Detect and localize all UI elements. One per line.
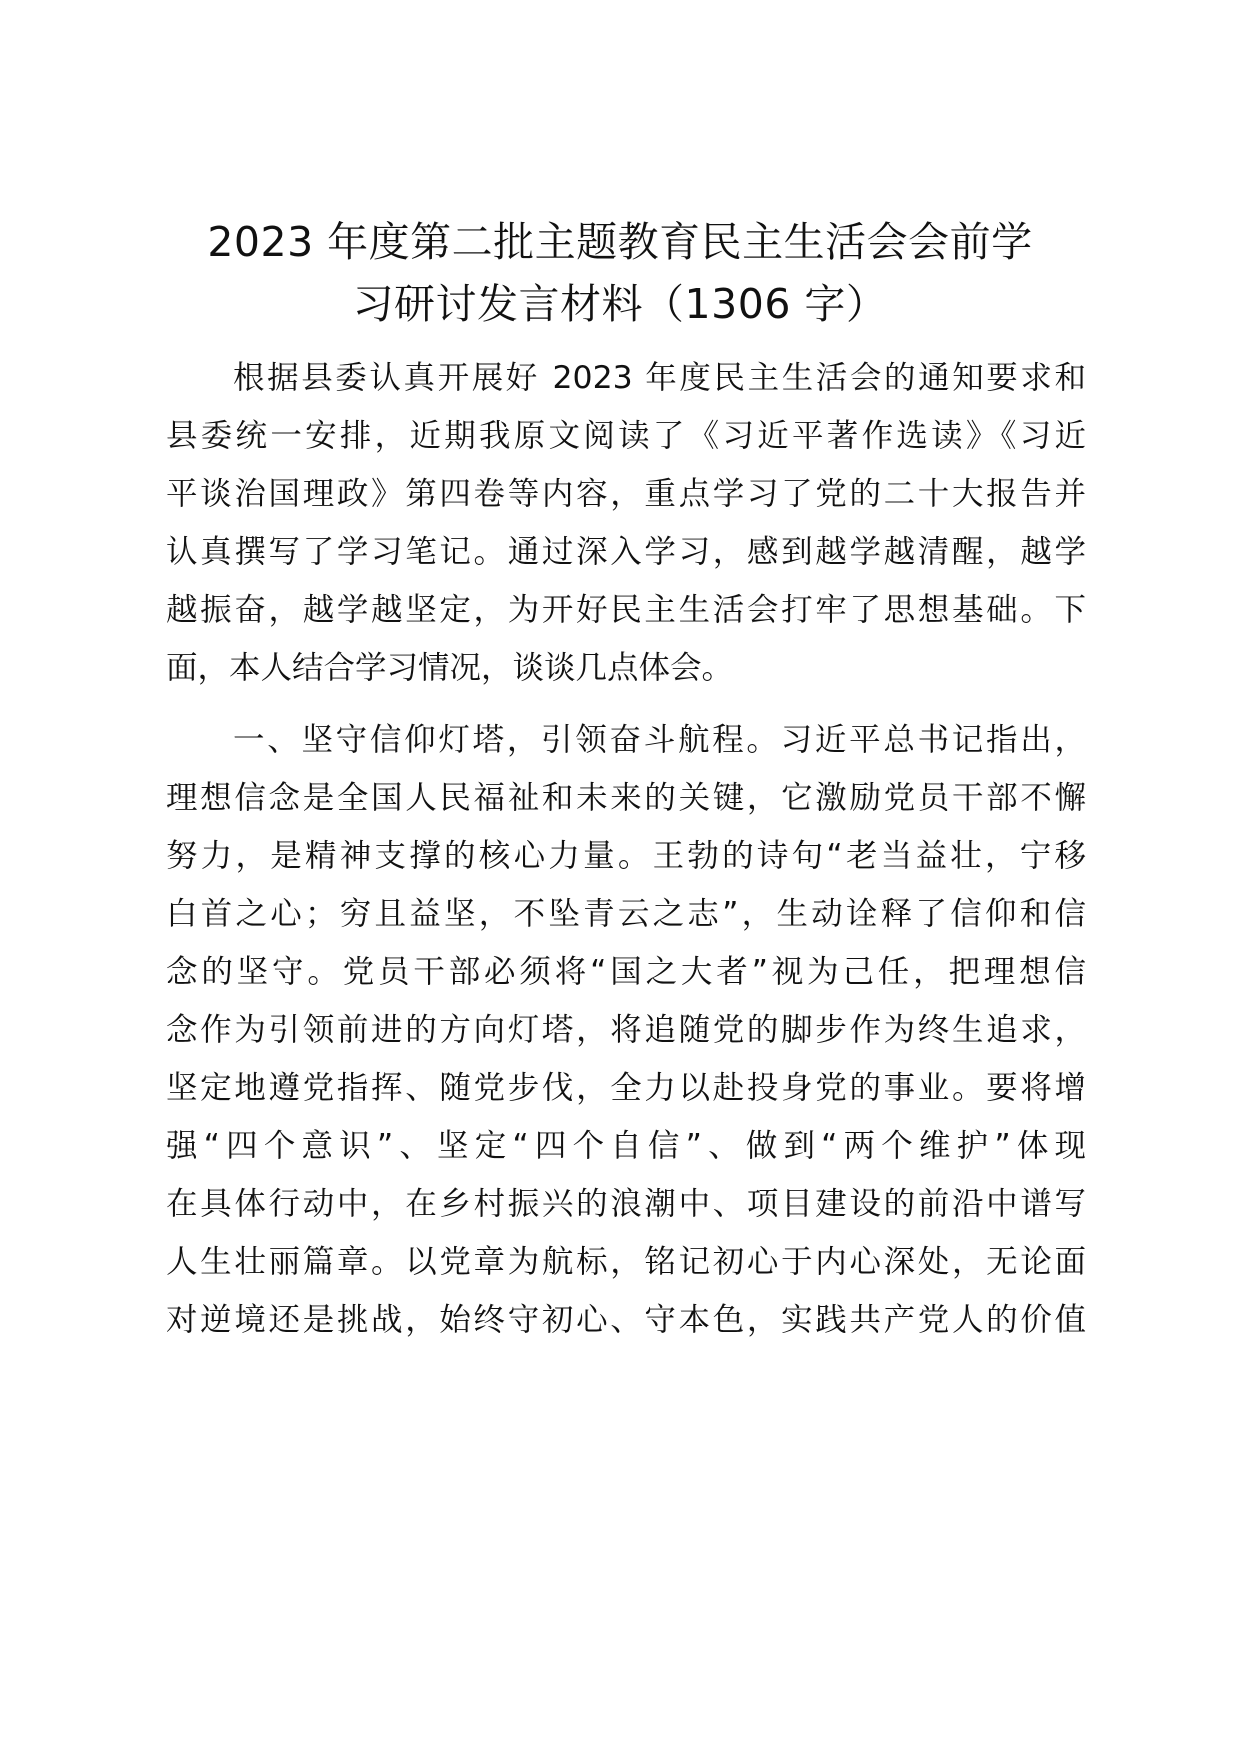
paragraph-line: 在具体行动中，在乡村振兴的浪潮中、项目建设的前沿中谱写 <box>166 1186 1086 1222</box>
section-heading: 一、坚守信仰灯塔，引领奋斗航程。 <box>233 722 781 758</box>
paragraph-line: 县委统一安排，近期我原文阅读了《习近平著作选读》《习近 <box>166 418 1086 454</box>
paragraph-line: 越振奋，越学越坚定，为开好民主生活会打牢了思想基础。下 <box>166 592 1086 628</box>
paragraph-line: 认真撰写了学习笔记。通过深入学习，感到越学越清醒，越学 <box>166 534 1086 570</box>
paragraph-line: 平谈治国理政》第四卷等内容，重点学习了党的二十大报告并 <box>166 476 1086 512</box>
paragraph-line: 念作为引领前进的方向灯塔，将追随党的脚步作为终生追求， <box>166 1012 1086 1048</box>
document-title-line-1: 2023 年度第二批主题教育民主生活会会前学 <box>207 218 1033 266</box>
paragraph-line: 强“四个意识”、坚定“四个自信”、做到“两个维护”体现 <box>166 1128 1086 1164</box>
paragraph-line: 人生壮丽篇章。以党章为航标，铭记初心于内心深处，无论面 <box>166 1244 1086 1280</box>
document-title-line-2: 习研讨发言材料（1306 字） <box>352 280 888 328</box>
section-first-line <box>233 720 1086 760</box>
paragraph-line: 根据县委认真开展好 2023 年度民主生活会的通知要求和 <box>233 360 1086 396</box>
section-first-line-text: 习近平总书记指出， <box>780 722 1086 758</box>
paragraph-line: 面，本人结合学习情况，谈谈几点体会。 <box>166 650 734 686</box>
paragraph-line: 对逆境还是挑战，始终守初心、守本色，实践共产党人的价值 <box>166 1302 1086 1338</box>
paragraph-line: 理想信念是全国人民福祉和未来的关键，它激励党员干部不懈 <box>166 780 1086 816</box>
paragraph-line: 坚定地遵党指挥、随党步伐，全力以赴投身党的事业。要将增 <box>166 1070 1086 1106</box>
paragraph-line: 念的坚守。党员干部必须将“国之大者”视为己任，把理想信 <box>166 954 1086 990</box>
paragraph-line: 白首之心；穷且益坚，不坠青云之志”，生动诠释了信仰和信 <box>166 896 1086 932</box>
paragraph-line: 努力，是精神支撑的核心力量。王勃的诗句“老当益壮，宁移 <box>166 838 1086 874</box>
